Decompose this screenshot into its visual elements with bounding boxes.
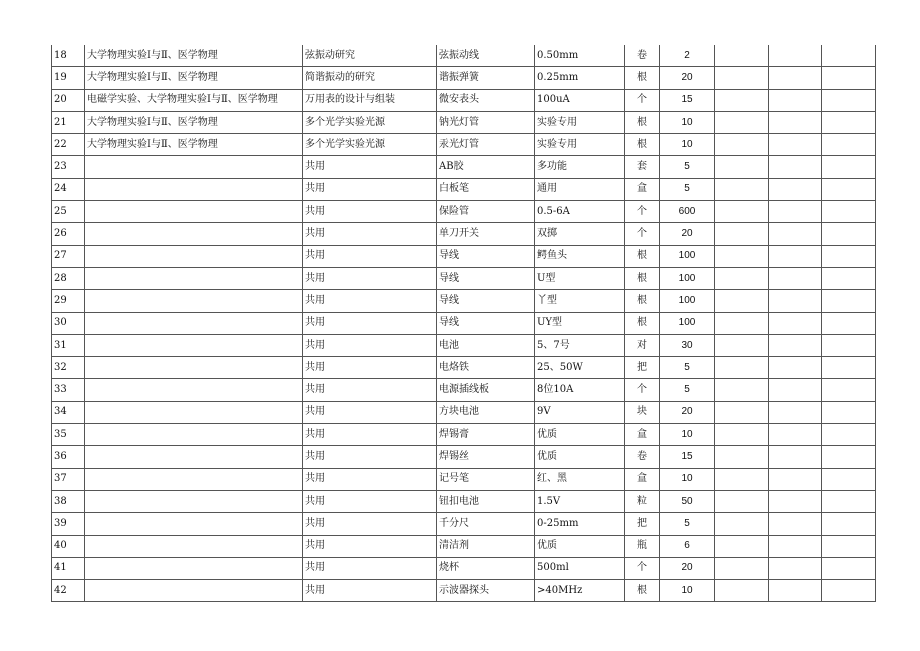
empty-cell [822, 468, 876, 490]
empty-cell [715, 379, 769, 401]
row-number: 22 [52, 134, 85, 156]
unit-cell: 盒 [625, 178, 660, 200]
empty-cell [715, 67, 769, 89]
course-cell [85, 535, 303, 557]
course-cell [85, 357, 303, 379]
empty-cell [822, 312, 876, 334]
spec-cell: 5、7号 [535, 334, 625, 356]
experiment-cell: 共用 [303, 424, 437, 446]
spec-cell: >40MHz [535, 580, 625, 602]
empty-cell [715, 45, 769, 67]
empty-cell [769, 178, 822, 200]
unit-cell: 个 [625, 89, 660, 111]
spec-cell: 通用 [535, 178, 625, 200]
unit-cell: 卷 [625, 45, 660, 67]
table-body [52, 45, 876, 602]
row-number: 26 [52, 223, 85, 245]
row-number: 30 [52, 312, 85, 334]
empty-cell [822, 334, 876, 356]
unit-cell: 个 [625, 223, 660, 245]
table-row [52, 401, 876, 423]
table-row [52, 490, 876, 512]
unit-cell: 套 [625, 156, 660, 178]
unit-cell: 根 [625, 267, 660, 289]
item-name-cell: 保险管 [437, 201, 535, 223]
empty-cell [715, 245, 769, 267]
row-number: 27 [52, 245, 85, 267]
table-row [52, 357, 876, 379]
equipment-table [51, 45, 876, 602]
course-cell [85, 468, 303, 490]
empty-cell [769, 468, 822, 490]
empty-cell [769, 223, 822, 245]
empty-cell [769, 401, 822, 423]
quantity-cell: 5 [660, 156, 715, 178]
quantity-cell: 15 [660, 89, 715, 111]
spec-cell: 实验专用 [535, 134, 625, 156]
row-number: 21 [52, 111, 85, 133]
empty-cell [769, 67, 822, 89]
experiment-cell: 共用 [303, 334, 437, 356]
quantity-cell: 20 [660, 223, 715, 245]
table-row [52, 201, 876, 223]
empty-cell [769, 267, 822, 289]
row-number: 18 [52, 45, 85, 67]
item-name-cell: AB胶 [437, 156, 535, 178]
empty-cell [769, 557, 822, 579]
quantity-cell: 15 [660, 446, 715, 468]
unit-cell: 根 [625, 67, 660, 89]
empty-cell [715, 312, 769, 334]
table-row [52, 468, 876, 490]
quantity-cell: 6 [660, 535, 715, 557]
unit-cell: 个 [625, 557, 660, 579]
spec-cell: 优质 [535, 446, 625, 468]
empty-cell [769, 424, 822, 446]
table-row [52, 45, 876, 67]
spec-cell: 鳄鱼头 [535, 245, 625, 267]
item-name-cell: 方块电池 [437, 401, 535, 423]
empty-cell [715, 156, 769, 178]
experiment-cell: 共用 [303, 513, 437, 535]
empty-cell [822, 513, 876, 535]
empty-cell [715, 557, 769, 579]
empty-cell [822, 267, 876, 289]
empty-cell [822, 357, 876, 379]
experiment-cell: 共用 [303, 290, 437, 312]
empty-cell [715, 357, 769, 379]
unit-cell: 根 [625, 580, 660, 602]
empty-cell [715, 446, 769, 468]
item-name-cell: 单刀开关 [437, 223, 535, 245]
experiment-cell: 简谐振动的研究 [303, 67, 437, 89]
row-number: 29 [52, 290, 85, 312]
quantity-cell: 100 [660, 245, 715, 267]
unit-cell: 卷 [625, 446, 660, 468]
table-row [52, 424, 876, 446]
experiment-cell: 共用 [303, 267, 437, 289]
table-row [52, 290, 876, 312]
empty-cell [769, 111, 822, 133]
table-row [52, 267, 876, 289]
item-name-cell: 导线 [437, 312, 535, 334]
quantity-cell: 5 [660, 379, 715, 401]
item-name-cell: 汞光灯管 [437, 134, 535, 156]
course-cell [85, 223, 303, 245]
spec-cell: 优质 [535, 424, 625, 446]
empty-cell [769, 490, 822, 512]
course-cell [85, 267, 303, 289]
course-cell [85, 334, 303, 356]
spec-cell: 9V [535, 401, 625, 423]
empty-cell [822, 89, 876, 111]
empty-cell [715, 490, 769, 512]
spec-cell: 500ml [535, 557, 625, 579]
spec-cell: 双掷 [535, 223, 625, 245]
empty-cell [715, 401, 769, 423]
table-row [52, 156, 876, 178]
quantity-cell: 10 [660, 580, 715, 602]
empty-cell [715, 111, 769, 133]
spec-cell: 1.5V [535, 490, 625, 512]
row-number: 41 [52, 557, 85, 579]
empty-cell [822, 67, 876, 89]
experiment-cell: 共用 [303, 312, 437, 334]
table-row [52, 446, 876, 468]
quantity-cell: 100 [660, 267, 715, 289]
empty-cell [822, 490, 876, 512]
empty-cell [769, 357, 822, 379]
unit-cell: 个 [625, 379, 660, 401]
row-number: 19 [52, 67, 85, 89]
spec-cell: 0-25mm [535, 513, 625, 535]
empty-cell [715, 513, 769, 535]
course-cell [85, 178, 303, 200]
experiment-cell: 共用 [303, 580, 437, 602]
table-row [52, 111, 876, 133]
table-row [52, 223, 876, 245]
empty-cell [822, 446, 876, 468]
empty-cell [769, 312, 822, 334]
course-cell: 大学物理实验Ⅰ与Ⅱ、医学物理 [85, 111, 303, 133]
item-name-cell: 焊锡膏 [437, 424, 535, 446]
item-name-cell: 弦振动线 [437, 45, 535, 67]
course-cell [85, 424, 303, 446]
unit-cell: 根 [625, 290, 660, 312]
spec-cell: 优质 [535, 535, 625, 557]
quantity-cell: 10 [660, 134, 715, 156]
course-cell: 大学物理实验Ⅰ与Ⅱ、医学物理 [85, 134, 303, 156]
table-row [52, 580, 876, 602]
empty-cell [715, 468, 769, 490]
empty-cell [715, 334, 769, 356]
empty-cell [769, 446, 822, 468]
table-row [52, 134, 876, 156]
experiment-cell: 共用 [303, 357, 437, 379]
quantity-cell: 30 [660, 334, 715, 356]
experiment-cell: 万用表的设计与组装 [303, 89, 437, 111]
empty-cell [769, 290, 822, 312]
row-number: 40 [52, 535, 85, 557]
empty-cell [769, 334, 822, 356]
item-name-cell: 白板笔 [437, 178, 535, 200]
experiment-cell: 共用 [303, 379, 437, 401]
unit-cell: 块 [625, 401, 660, 423]
course-cell: 大学物理实验Ⅰ与Ⅱ、医学物理 [85, 45, 303, 67]
item-name-cell: 焊锡丝 [437, 446, 535, 468]
empty-cell [715, 201, 769, 223]
experiment-cell: 共用 [303, 468, 437, 490]
spec-cell: 0.5-6A [535, 201, 625, 223]
experiment-cell: 共用 [303, 535, 437, 557]
quantity-cell: 20 [660, 67, 715, 89]
experiment-cell: 多个光学实验光源 [303, 111, 437, 133]
empty-cell [822, 401, 876, 423]
empty-cell [769, 45, 822, 67]
quantity-cell: 600 [660, 201, 715, 223]
unit-cell: 根 [625, 312, 660, 334]
empty-cell [822, 580, 876, 602]
row-number: 23 [52, 156, 85, 178]
experiment-cell: 共用 [303, 156, 437, 178]
item-name-cell: 电池 [437, 334, 535, 356]
empty-cell [769, 201, 822, 223]
quantity-cell: 5 [660, 178, 715, 200]
spec-cell: 多功能 [535, 156, 625, 178]
item-name-cell: 示波器探头 [437, 580, 535, 602]
empty-cell [715, 89, 769, 111]
experiment-cell: 共用 [303, 245, 437, 267]
table-row [52, 89, 876, 111]
empty-cell [769, 580, 822, 602]
row-number: 25 [52, 201, 85, 223]
experiment-cell: 共用 [303, 490, 437, 512]
empty-cell [822, 379, 876, 401]
item-name-cell: 钠光灯管 [437, 111, 535, 133]
unit-cell: 个 [625, 201, 660, 223]
table-row [52, 67, 876, 89]
empty-cell [769, 134, 822, 156]
unit-cell: 盒 [625, 424, 660, 446]
table-row [52, 513, 876, 535]
quantity-cell: 5 [660, 513, 715, 535]
course-cell [85, 490, 303, 512]
course-cell: 电磁学实验、大学物理实验Ⅰ与Ⅱ、医学物理 [85, 89, 303, 111]
empty-cell [769, 156, 822, 178]
row-number: 33 [52, 379, 85, 401]
row-number: 34 [52, 401, 85, 423]
item-name-cell: 导线 [437, 245, 535, 267]
table-row [52, 178, 876, 200]
item-name-cell: 烧杯 [437, 557, 535, 579]
quantity-cell: 10 [660, 424, 715, 446]
item-name-cell: 电源插线板 [437, 379, 535, 401]
unit-cell: 把 [625, 513, 660, 535]
course-cell [85, 513, 303, 535]
experiment-cell: 共用 [303, 401, 437, 423]
course-cell [85, 401, 303, 423]
experiment-cell: 共用 [303, 446, 437, 468]
spec-cell: 0.50mm [535, 45, 625, 67]
empty-cell [715, 424, 769, 446]
experiment-cell: 共用 [303, 557, 437, 579]
quantity-cell: 5 [660, 357, 715, 379]
empty-cell [715, 580, 769, 602]
item-name-cell: 记号笔 [437, 468, 535, 490]
quantity-cell: 10 [660, 111, 715, 133]
empty-cell [822, 134, 876, 156]
unit-cell: 瓶 [625, 535, 660, 557]
course-cell [85, 201, 303, 223]
spec-cell: UY型 [535, 312, 625, 334]
spec-cell: 25、50W [535, 357, 625, 379]
item-name-cell: 电烙铁 [437, 357, 535, 379]
empty-cell [715, 267, 769, 289]
empty-cell [822, 245, 876, 267]
spec-cell: 丫型 [535, 290, 625, 312]
quantity-cell: 100 [660, 290, 715, 312]
quantity-cell: 20 [660, 401, 715, 423]
empty-cell [715, 535, 769, 557]
experiment-cell: 共用 [303, 178, 437, 200]
spec-cell: 0.25mm [535, 67, 625, 89]
spec-cell: 实验专用 [535, 111, 625, 133]
table-row [52, 245, 876, 267]
item-name-cell: 导线 [437, 267, 535, 289]
quantity-cell: 50 [660, 490, 715, 512]
unit-cell: 粒 [625, 490, 660, 512]
row-number: 37 [52, 468, 85, 490]
empty-cell [769, 513, 822, 535]
spec-cell: 100uA [535, 89, 625, 111]
table-row [52, 379, 876, 401]
experiment-cell: 多个光学实验光源 [303, 134, 437, 156]
experiment-cell: 共用 [303, 201, 437, 223]
spec-cell: 红、黑 [535, 468, 625, 490]
unit-cell: 根 [625, 111, 660, 133]
empty-cell [769, 245, 822, 267]
item-name-cell: 微安表头 [437, 89, 535, 111]
course-cell [85, 580, 303, 602]
table-row [52, 535, 876, 557]
course-cell [85, 156, 303, 178]
course-cell [85, 446, 303, 468]
unit-cell: 盒 [625, 468, 660, 490]
empty-cell [769, 379, 822, 401]
empty-cell [822, 535, 876, 557]
course-cell [85, 245, 303, 267]
empty-cell [822, 557, 876, 579]
course-cell [85, 379, 303, 401]
row-number: 31 [52, 334, 85, 356]
item-name-cell: 导线 [437, 290, 535, 312]
row-number: 36 [52, 446, 85, 468]
empty-cell [822, 45, 876, 67]
empty-cell [822, 201, 876, 223]
empty-cell [822, 424, 876, 446]
row-number: 32 [52, 357, 85, 379]
course-cell [85, 557, 303, 579]
item-name-cell: 钮扣电池 [437, 490, 535, 512]
item-name-cell: 清洁剂 [437, 535, 535, 557]
course-cell [85, 290, 303, 312]
table-row [52, 334, 876, 356]
row-number: 38 [52, 490, 85, 512]
row-number: 24 [52, 178, 85, 200]
unit-cell: 根 [625, 134, 660, 156]
row-number: 28 [52, 267, 85, 289]
experiment-cell: 共用 [303, 223, 437, 245]
row-number: 20 [52, 89, 85, 111]
row-number: 39 [52, 513, 85, 535]
empty-cell [715, 178, 769, 200]
row-number: 35 [52, 424, 85, 446]
empty-cell [822, 111, 876, 133]
empty-cell [715, 290, 769, 312]
item-name-cell: 谐振弹簧 [437, 67, 535, 89]
empty-cell [822, 178, 876, 200]
empty-cell [822, 290, 876, 312]
quantity-cell: 100 [660, 312, 715, 334]
quantity-cell: 2 [660, 45, 715, 67]
empty-cell [769, 535, 822, 557]
unit-cell: 根 [625, 245, 660, 267]
empty-cell [769, 89, 822, 111]
empty-cell [822, 223, 876, 245]
course-cell: 大学物理实验Ⅰ与Ⅱ、医学物理 [85, 67, 303, 89]
unit-cell: 把 [625, 357, 660, 379]
table-row [52, 557, 876, 579]
table-row [52, 312, 876, 334]
quantity-cell: 10 [660, 468, 715, 490]
quantity-cell: 20 [660, 557, 715, 579]
spec-cell: U型 [535, 267, 625, 289]
empty-cell [822, 156, 876, 178]
item-name-cell: 千分尺 [437, 513, 535, 535]
experiment-cell: 弦振动研究 [303, 45, 437, 67]
unit-cell: 对 [625, 334, 660, 356]
empty-cell [715, 223, 769, 245]
spec-cell: 8位10A [535, 379, 625, 401]
course-cell [85, 312, 303, 334]
row-number: 42 [52, 580, 85, 602]
empty-cell [715, 134, 769, 156]
